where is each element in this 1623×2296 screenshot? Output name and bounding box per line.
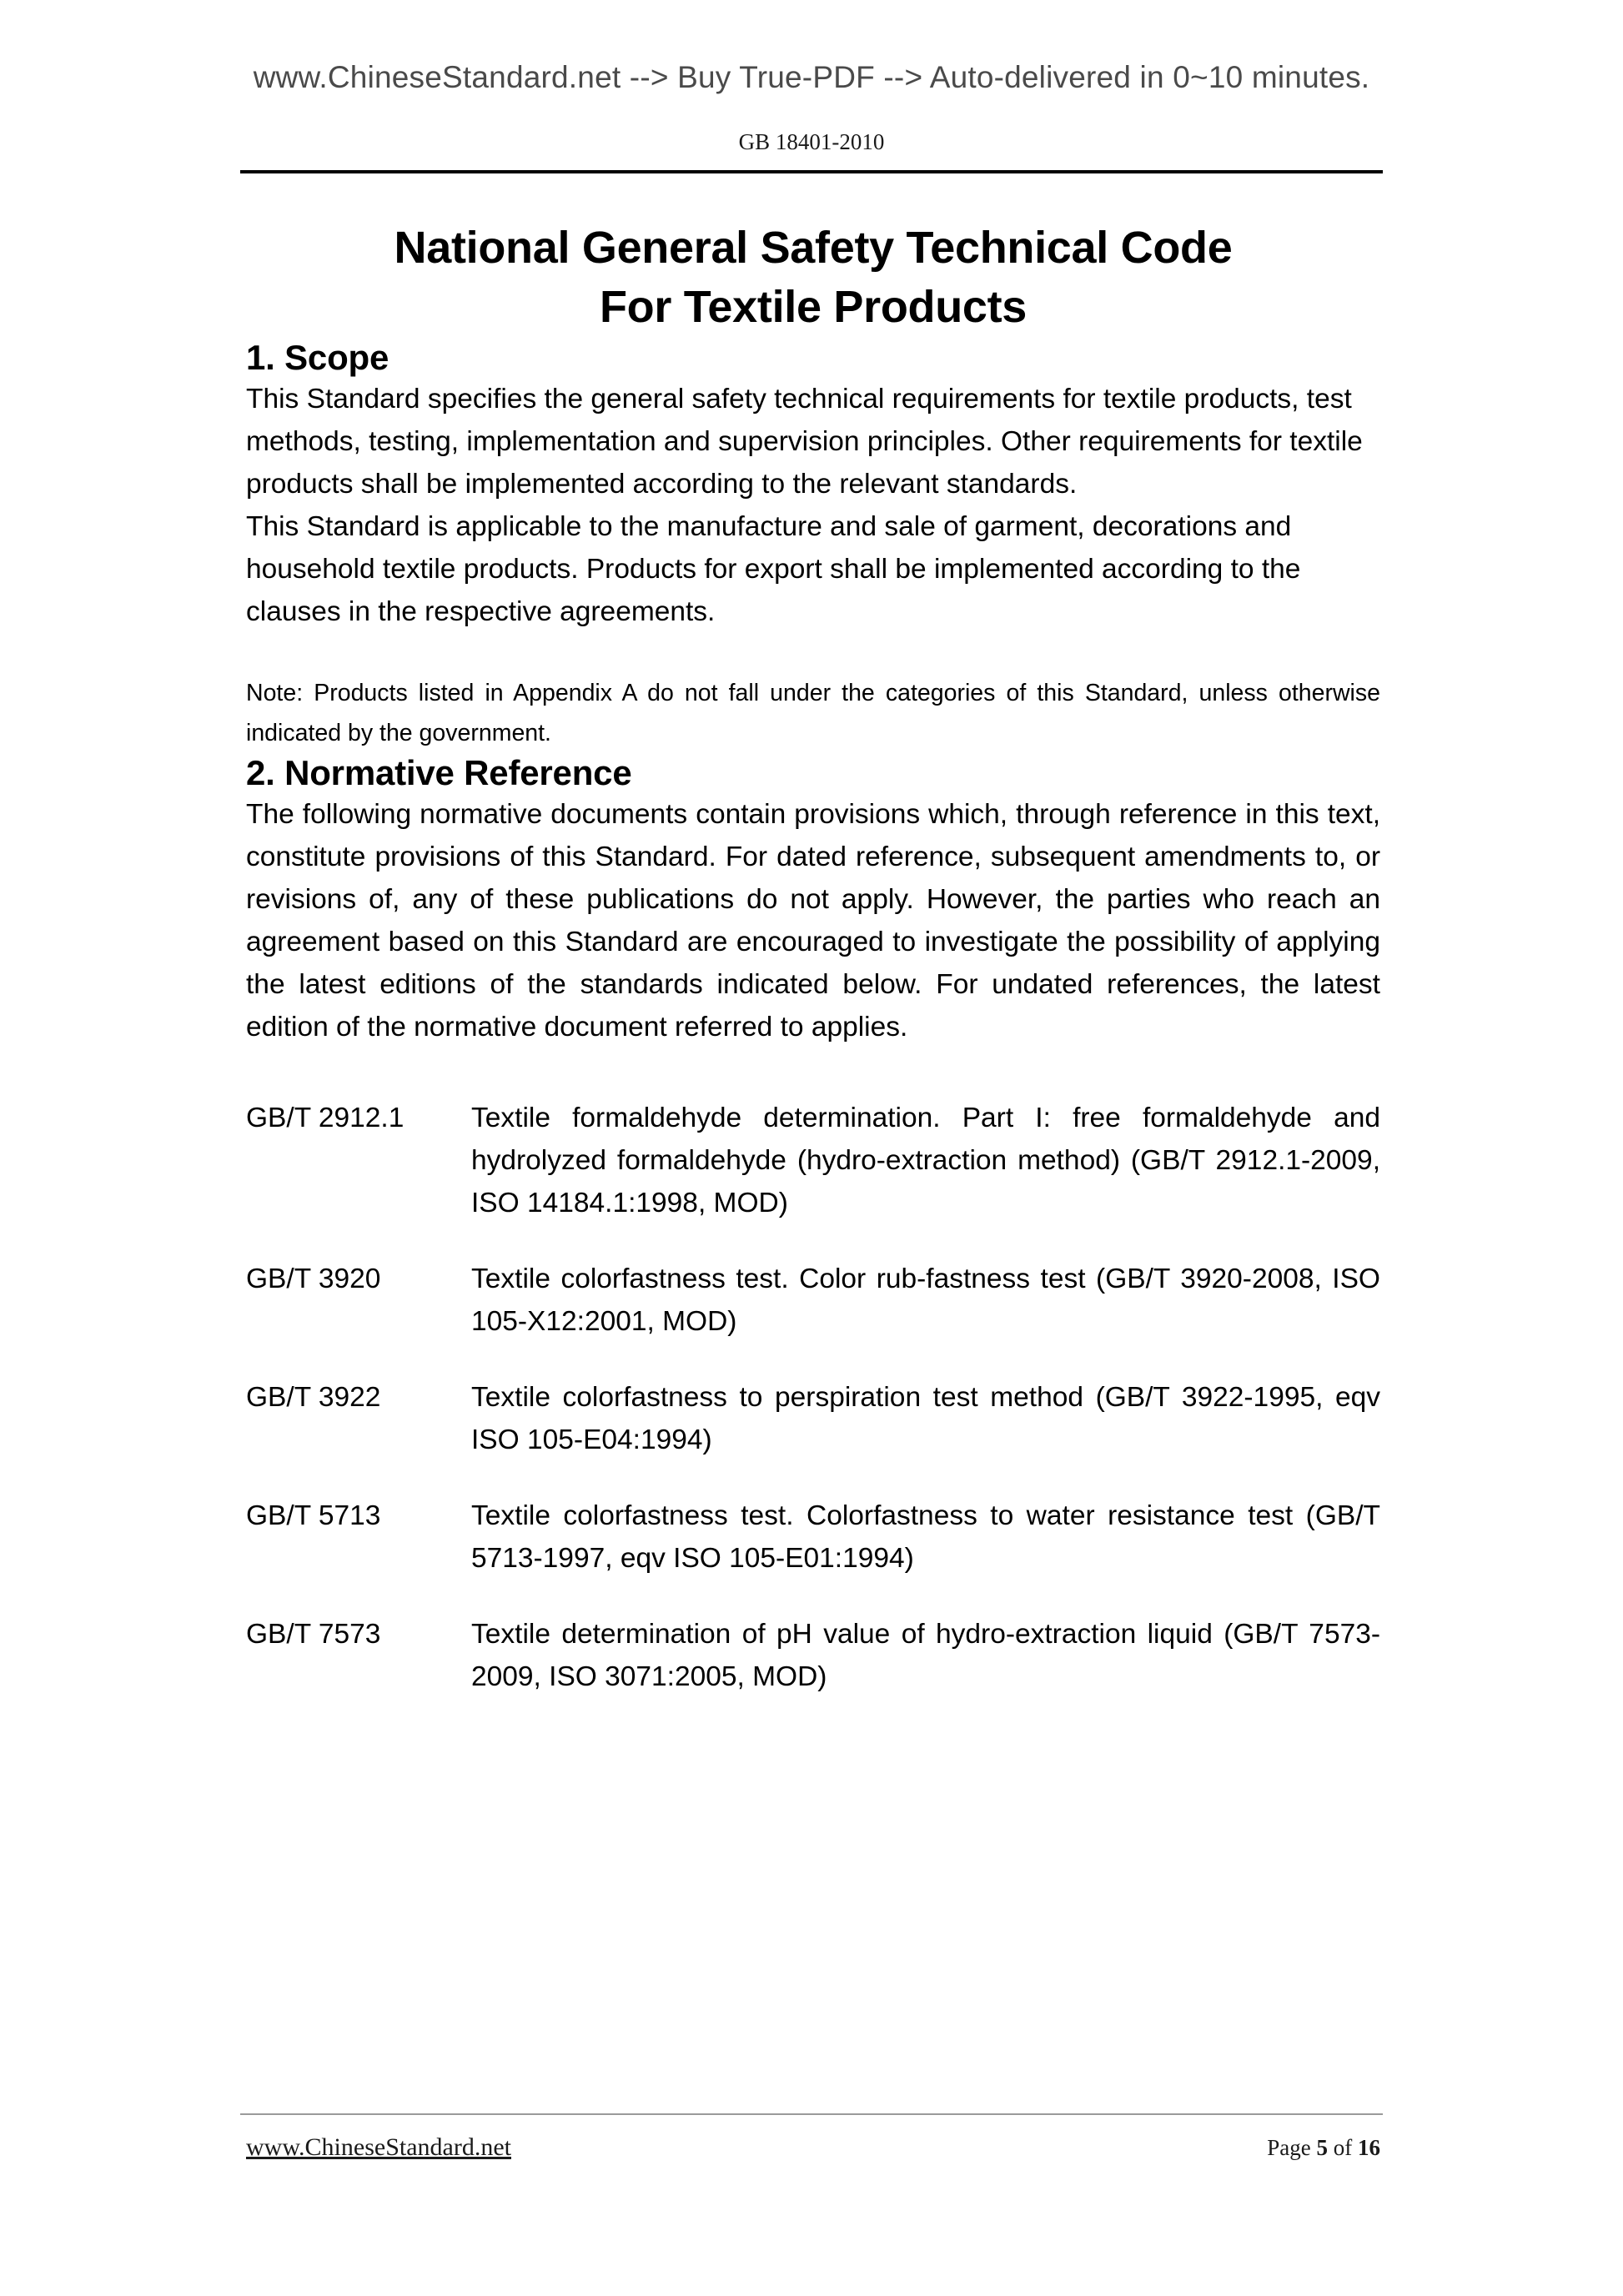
- reference-description: Textile colorfastness test. Colorfastness to water resistance test (GB/T 5713-1997, eqv ISO 105-E01:1994): [471, 1500, 1380, 1574]
- page-footer: [246, 2133, 1380, 2162]
- normative-reference-paragraph-1: The following normative documents contain provisions which, through reference in this text, constitute provisions of this Standard. For dated reference, subsequent amendments to, or revisions of, any of these publications do not apply. However, the parties who reach an agreement based on this Standard are encouraged to investigate the possibility of applying the latest editions of the standards indicated below. For undated references, the latest edition of the normative document referred to applies.: [246, 798, 1380, 1042]
- reference-code: GB/T 3920: [246, 1263, 381, 1294]
- list-item: [246, 1613, 1380, 1698]
- page-title: [246, 193, 1380, 338]
- list-item: [246, 1495, 1380, 1580]
- page-number-prefix: Page: [1267, 2135, 1317, 2160]
- reference-description: Textile colorfastness test. Color rub-fastness test (GB/T 3920-2008, ISO 105-X12:2001, MOD): [471, 1263, 1380, 1337]
- page-title-line-1: National General Safety Technical Code: [394, 223, 1233, 273]
- section-heading-scope: 1. Scope: [246, 337, 389, 377]
- section-heading-normative-reference: 2. Normative Reference: [246, 752, 632, 792]
- header-rule: [240, 170, 1383, 173]
- reference-code: GB/T 3922: [246, 1381, 381, 1413]
- scope-paragraph-2: This Standard is applicable to the manufacture and sale of garment, decorations and household textile products. Products for export shall be implemented according to the clauses in the respective agreements.: [246, 510, 1301, 627]
- page-number-total: 16: [1358, 2135, 1380, 2160]
- reference-description: Textile colorfastness to perspiration test method (GB/T 3922-1995, eqv ISO 105-E04:1994): [471, 1381, 1380, 1455]
- running-head-standard-number: GB 18401-2010: [738, 129, 885, 154]
- reference-description: Textile determination of pH value of hydro-extraction liquid (GB/T 7573-2009, ISO 3071:2005, MOD): [471, 1618, 1380, 1692]
- list-item: [246, 1258, 1380, 1343]
- footer-rule: [240, 2113, 1383, 2115]
- footer-site-link[interactable]: www.ChineseStandard.net: [246, 2133, 511, 2161]
- normative-reference-list: [246, 1097, 1380, 1698]
- page-number-current: 5: [1316, 2135, 1328, 2160]
- document-content: [246, 193, 1380, 1698]
- watermark-header: www.ChineseStandard.net --> Buy True-PDF --> Auto-delivered in 0~10 minutes.: [253, 60, 1370, 94]
- reference-code: GB/T 5713: [246, 1500, 381, 1531]
- reference-description: Textile formaldehyde determination. Part I: free formaldehyde and hydrolyzed formaldehyde (hydro-extraction method) (GB/T 2912.1-2009, ISO 14184.1:1998, MOD): [471, 1102, 1380, 1218]
- reference-code: GB/T 7573: [246, 1618, 381, 1650]
- reference-code: GB/T 2912.1: [246, 1102, 404, 1133]
- page-number-middle: of: [1328, 2135, 1358, 2160]
- page-title-line-2: For Textile Products: [599, 282, 1028, 333]
- list-item: [246, 1097, 1380, 1224]
- scope-paragraph-1: This Standard specifies the general safety technical requirements for textile products, test methods, testing, implementation and supervision principles. Other requirements for textile products shall be implemented according to the relevant standards.: [246, 383, 1363, 500]
- list-item: [246, 1376, 1380, 1461]
- scope-note: Note: Products listed in Appendix A do not fall under the categories of this Standard, unless otherwise indicated by the government.: [246, 679, 1380, 746]
- page-number: [1267, 2135, 1380, 2161]
